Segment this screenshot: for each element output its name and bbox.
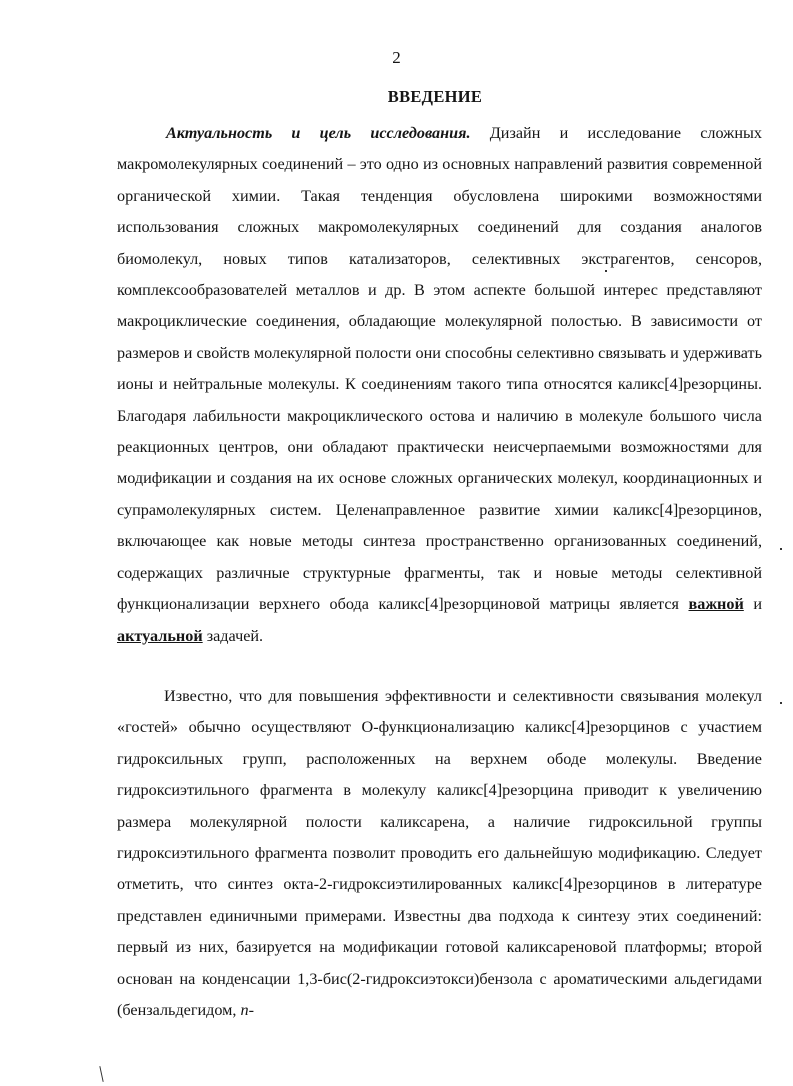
emphasis-important: важной <box>688 595 744 614</box>
paragraph-known <box>117 681 762 1026</box>
paragraph-tail-italic: n- <box>240 1001 255 1020</box>
conjunction: и <box>743 595 762 614</box>
section-heading: ВВЕДЕНИЕ <box>387 87 483 106</box>
paragraph-body: Дизайн и исследование сложных макромолекулярных соединений – это одно из основных направлений развития современной органической химии. Такая тенденция обусловлена широкими возможностями использования сложных макромолекулярных соединений для создания аналогов биомолекул, новых типов катализаторов, селективных экстрагентов, сенсоров, комплексообразователей металлов и др. В этом аспекте большой интерес представляют макроциклические соединения, обладающие молекулярной полостью. В зависимости от размеров и свойств молекулярной полости они способны селективно связывать и удерживать ионы и нейтральные молекулы. К соединениям такого типа относятся каликс[4]резорцины. Благодаря лабильности макроциклического остова и наличию в молекуле большого числа реакционных центров, они обладают практически неисчерпаемыми возможностями для модификации и создания на их основе сложных органических молекул, координационных и супрамолекулярных систем. Целенаправленное развитие химии каликс[4]резорцинов, включающее как новые методы синтеза пространственно организованных соединений, содержащих различные структурные фрагменты, так и новые методы селективной функционализации верхнего обода каликс[4]резорциновой матрицы является <box>117 124 762 614</box>
page-number: 2 <box>392 48 401 67</box>
paragraph-tail: задачей. <box>202 626 264 645</box>
paragraph-lead: Актуальность и цель исследования. <box>166 124 471 142</box>
scan-speck <box>780 702 782 704</box>
paragraph-body: Известно, что для повышения эффективности и селективности связывания молекул «гостей» обычно осуществляют О-функционализацию каликс[4]резорцинов с участием гидроксильных групп, расположенных на верхнем ободе молекулы. Введение гидроксиэтильного фрагмента в молекулу каликс[4]резорцина приводит к увеличению размера молекулярной полости каликсарена, а наличие гидроксильной группы гидроксиэтильного фрагмента позволит проводить его дальнейшую модификацию. Следует отметить, что синтез окта-2-гидроксиэтилированных каликс[4]резорцинов в литературе представлен единичными примерами. Известны два подхода к синтезу этих соединений: первый из них, базируется на модификации готовой каликсареновой платформы; второй основан на конденсации 1,3-бис(2-гидроксиэтокси)бензола с ароматическими альдегидами (бензальдегидом, <box>117 687 762 1020</box>
scan-stroke <box>99 1066 103 1082</box>
scan-speck <box>605 270 607 272</box>
paragraph-relevance <box>117 118 762 652</box>
emphasis-actual: актуальной <box>117 626 203 645</box>
scan-speck <box>780 548 782 550</box>
